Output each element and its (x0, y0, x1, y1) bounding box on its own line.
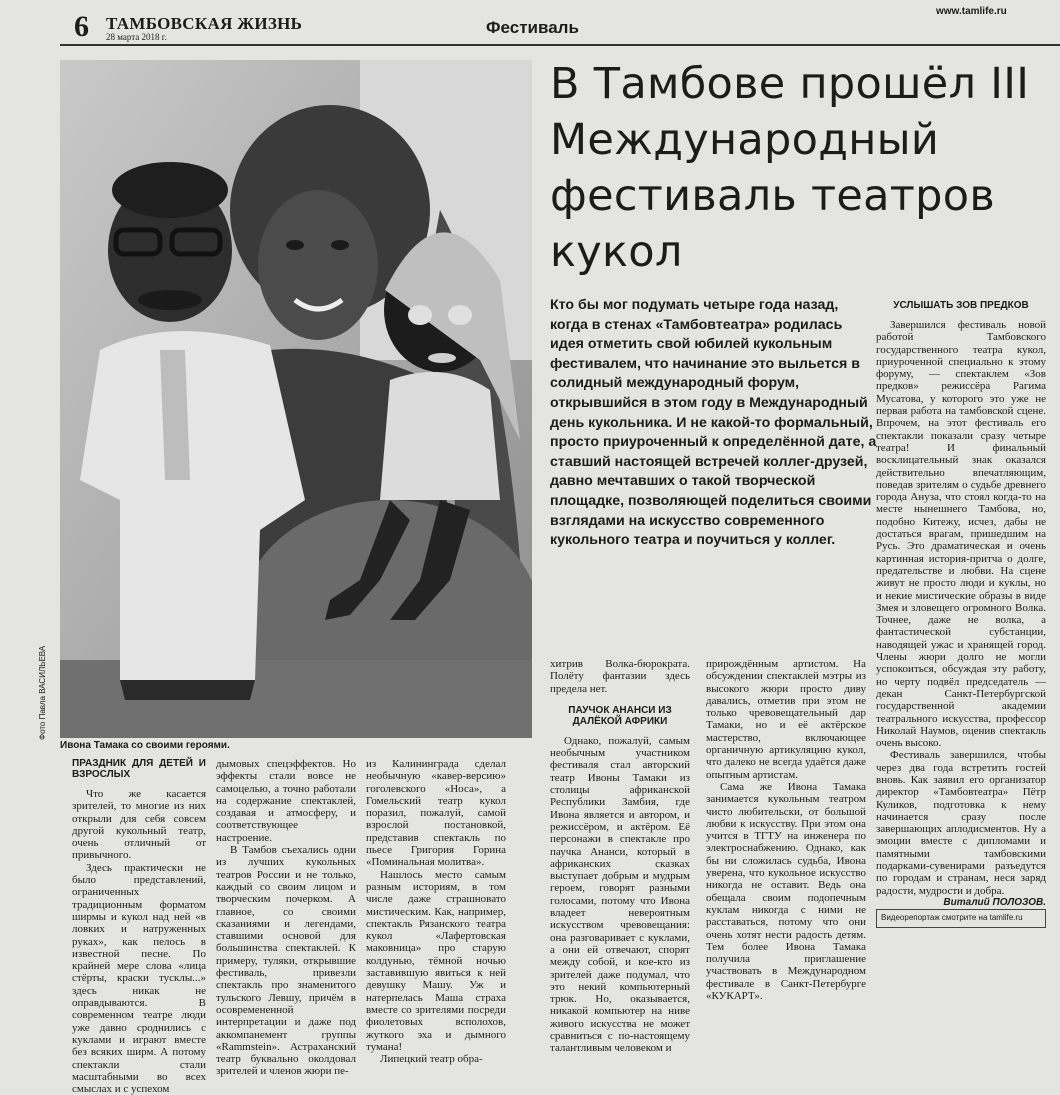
issue-date: 28 марта 2018 г. (106, 32, 167, 42)
column-3 (366, 758, 506, 1065)
section-title: Фестиваль (486, 18, 579, 37)
col2-paragraph-1: дымовых спецэффектов. Но эффекты стали вовсе не самоцелью, а точно работали на содержание спектаклей, создавая и атмосферу, и соответствующее настроение. (216, 758, 356, 844)
col4-paragraph-2: Однако, пожалуй, самым необычным участником фестиваля стал авторский театр Ивоны Тамаки из столицы африканской Республики Замбия, где Ивона является и автором, и режиссёром, и актёром. Её персонажи в спектакле про паучка Ананси, который в африканских сказках выступает добрым и мудрым героем, говорят разными голосами, потому что Ивона владеет невероятным искусством чревовещания: она разговаривает с куклами, а они ей отвечают, спорят между собой, и кое-кто из зрителей даже подумал, что это некий компьютерный трюк. Но, оказывается, никакой компьютер на ниве живого искусства не может сравниться с по-настоящему талантливым человеком и (550, 734, 690, 1055)
col3-paragraph-1: из Калининграда сделал необычную «кавер-версию» гоголевского «Носа», а Гомельский театр кукол поразил, пожалуй, самой взрослой постановкой, представив спектакль по пьесе Григория Горина «Поминальная молитва». (366, 758, 506, 869)
header-rule (60, 44, 1060, 46)
photo-credit: Фото Павла ВАСИЛЬЕВА (38, 645, 47, 740)
column-1 (72, 758, 206, 1095)
column-4 (550, 658, 690, 1055)
column-6 (876, 300, 1046, 928)
puppets-photo-illustration (60, 60, 532, 738)
photo-caption: Ивона Тамака со своими героями. (60, 740, 230, 751)
article-photo (60, 60, 532, 738)
page-number: 6 (74, 10, 89, 43)
col2-paragraph-2: В Тамбов съехались одни из лучших кукольных театров России и не только, каждый со своим лицом и творческим почерком. А главное, со своими сказаниями и легендами, ставшими основой для большинства спектаклей. К примеру, туляки, открывшие фестиваль, привезли спектакль про знаменитого тульского Левшу, причём в осовремененной интерпретации и даже под аккомпанемент группы «Rammstein». Астраханский театр буквально околдовал зрителей и членов жюри пе- (216, 844, 356, 1078)
col3-paragraph-3: Липецкий театр обра- (380, 1053, 483, 1066)
col6-paragraph-2: Фестиваль завершился, чтобы через два года встретить гостей вновь. Как заявил его организатор директор «Тамбовтеатра» Пётр Куликов, подготовка к нему начинается сразу после завершающих аплодисментов. Ну а эмоции вместе с дипломами и памятными тамбовскими подарками-сувенирами разъедутся по городам и странам, неся заряд радости, мудрости и добра. (876, 749, 1046, 897)
subhead-anansi: ПАУЧОК АНАНСИ ИЗ ДАЛЁКОЙ АФРИКИ (568, 704, 672, 727)
col5-paragraph-1: прирождённым артистом. На обсуждении спектаклей мэтры из высокого жюри просто диву давались, отметив при этом не только чревовещательный дар Тамаки, но и её актёрское мастерство, включающее органичную артикуляцию кукол, что далеко не всегда удаётся даже опытным артистам. (706, 658, 866, 781)
author-signature: Виталий ПОЛОЗОВ. (943, 896, 1046, 908)
column-5 (706, 658, 866, 1002)
col1-paragraph-2: Здесь практически не было представлений, ограниченных традиционным форматом ширмы и кукол над ней «в ловких и натруженных руках», как пелось в известной песне. По крайней мере слова «лица стёрты, краски тусклы...» здесь никак не оправдываются. В современном театре люди уже давно сроднились с куклами и играют вместе без всяких ширм. А потому спектакли стали масштабными во всех смыслах и с успехом (72, 861, 206, 1095)
site-url: www.tamlife.ru (936, 6, 1007, 17)
subhead-zov-predkov: УСЛЫШАТЬ ЗОВ ПРЕДКОВ (893, 300, 1029, 311)
article-headline: В Тамбове прошёл III Международный фестиваль театров кукол (550, 59, 1030, 277)
col3-paragraph-2: Нашлось место самым разным историям, в том числе даже страшновато мистическим. Как, например, спектакль Рязанского театра кукол «Лафертовская маковница» про старую колдунью, тёмной ночью заставившую явиться к ней девушку Машу. Уж и натерпелась Маша страха вместе со зрителями посреди фиолетовых всполохов, жуткого эха и дымного тумана! (366, 868, 506, 1053)
subhead-prazdnik: ПРАЗДНИК ДЛЯ ДЕТЕЙ И ВЗРОСЛЫХ (72, 758, 206, 780)
video-report-box[interactable]: Видеорепортаж смотрите на tamlife.ru (876, 909, 1046, 927)
col5-paragraph-2: Сама же Ивона Тамака занимается кукольным театром чисто любительски, от большой любви к искусству. При этом она учится в ТГТУ на инженера по электроснабжению. Однако, как бы ни сложилась судьба, Ивона уверена, что кукольное искусство никогда не оставит. Ведь она обещала своим подопечным куклам никогда с ними не расставаться, потому что они очень хотят нести радость детям. Тем более Ивона Тамака получила приглашение участвовать в Международном фестивале в Санкт-Петербурге «КУКАРТ». (706, 780, 866, 1003)
col6-paragraph-1: Завершился фестиваль новой работой Тамбовского государственного театра кукол, приуроченной специально к этому форуму, — спектаклем «Зов предков» режиссёра Рагима Мусатова, у которого это уже не первая работа на тамбовской сцене. Впрочем, на этот фестиваль его спектакли показали сразу четыре театра! И финальный восклицательный знак оказался действительно впечатляющим, поведав зрителям о судьбе древнего города Ануза, что стоял когда-то на месте нынешнего Тамбова, но, подобно Китежу, исчез, дабы не достаться врагам, пришедшим на Русь. Это драматическая и очень картинная история-притча о долге, предательстве и любви. На сцене живут не просто люди и куклы, но и некие мистические образы в виде Змея и зловещего огромного Волка. Точнее, даже не волка, а фантастической субстанции, наводящей ужас и хранящей город. Члены жюри долго не могли успокоиться, обсуждая эту работу, но черту подвёл председатель — декан Санкт-Петербургской государственной академии театрального искусства, профессор Николай Наумов, оценив спектакль очень высоко. (876, 319, 1046, 750)
column-2 (216, 758, 356, 1078)
article-lead: Кто бы мог подумать четыре года назад, когда в стенах «Тамбовтеатра» родилась идея отметить свой юбилей кукольным фестивалем, что начинание это выльется в солидный международный форум, открывшийся в этом году в Международный день кукольника. И не какой-то формальный, просто приуроченный к определённой дате, а ставший настоящей встречей коллег-друзей, давно мечтавших о такой творческой площадке, позволяющей поделиться своими взглядами на искусство современного кукольного театра и поучиться у коллег. (550, 297, 877, 549)
newspaper-name: ТАМБОВСКАЯ ЖИЗНЬ (106, 14, 303, 33)
col4-paragraph-1: хитрив Волка-бюрократа. Полёту фантазии здесь предела нет. (550, 658, 690, 695)
col1-paragraph-1: Что же касается зрителей, то многие из них открыли для себя совсем другой кукольный театр, очень отличный от привычного. (72, 788, 206, 862)
